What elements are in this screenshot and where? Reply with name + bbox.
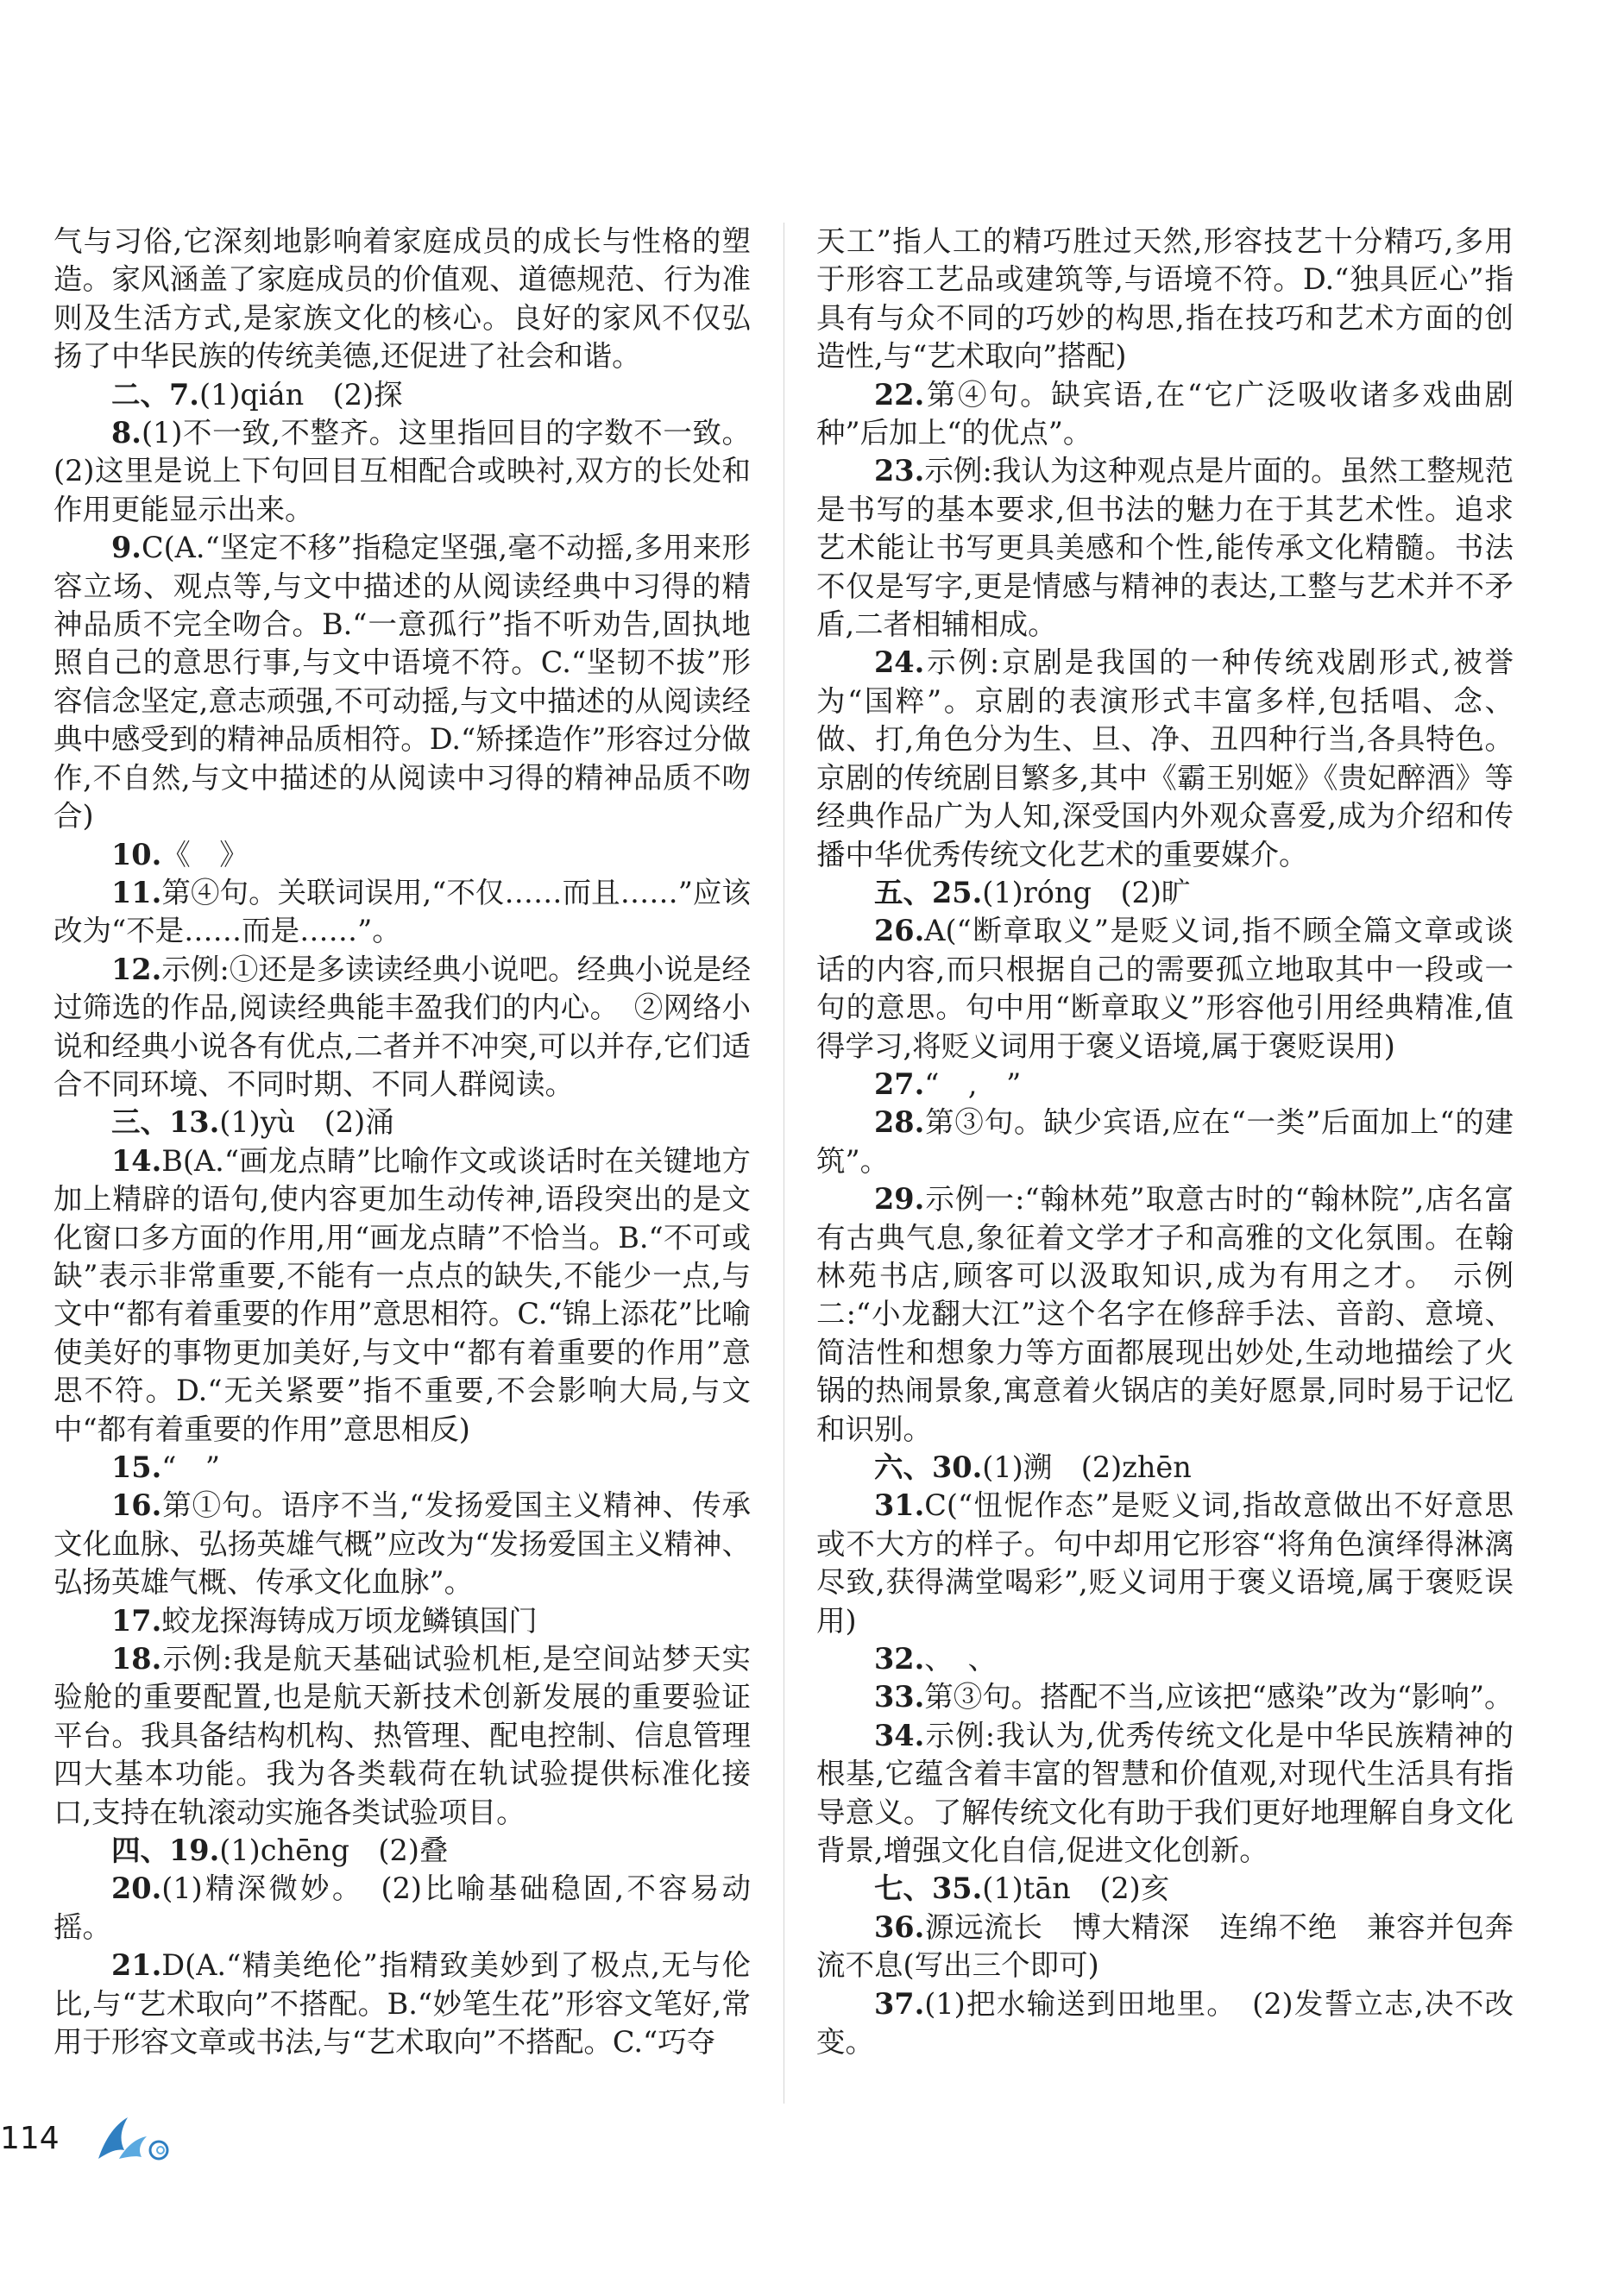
- left-column: [54, 223, 751, 2062]
- right-answer-paragraph: [816, 1870, 1514, 1908]
- right-answer-paragraph: [816, 1180, 1514, 1449]
- question-number: 28.: [874, 1105, 925, 1140]
- question-number: 五、25.: [874, 875, 983, 909]
- left-answer-paragraph: [54, 1142, 751, 1449]
- answer-text: 天工”指人工的精巧胜过天然,形容技艺十分精巧,多用于形容工艺品或建筑等,与语境不符。D.“独具匠心”指具有与众不同的巧妙的构思,指在技巧和艺术方面的创造性,与“艺术取向”搭配): [816, 224, 1514, 374]
- left-answer-paragraph: [54, 1947, 751, 2061]
- answer-text: 第①句。语序不当,“发扬爱国主义精神、传承文化血脉、弘扬英雄气概”应改为“发扬爱国主义精神、弘扬英雄气概、传承文化血脉”。: [54, 1488, 751, 1600]
- question-number: 37.: [874, 1986, 925, 2021]
- question-number: 24.: [874, 645, 925, 680]
- right-answer-paragraph: [816, 1104, 1514, 1180]
- question-number: 16.: [111, 1488, 162, 1523]
- answer-text: A(“断章取义”是贬义词,指不顾全篇文章或谈话的内容,而只根据自己的需要孤立地取其中一段或一句的意思。句中用“断章取义”形容他引用经典精准,值得学习,将贬义词用于褒义语境,属于褒贬误用): [816, 914, 1514, 1063]
- answer-text: (1)把水输送到田地里。 (2)发誓立志,决不改变。: [816, 1986, 1514, 2060]
- answer-text: “ , ”: [924, 1066, 1022, 1101]
- answer-text: 源远流长 博大精深 连绵不绝 兼容并包奔流不息(写出三个即可): [816, 1909, 1514, 1983]
- left-answer-paragraph: [54, 529, 751, 835]
- answer-text: 第③句。搭配不当,应该把“感染”改为“影响”。: [924, 1680, 1514, 1714]
- question-number: 17.: [111, 1603, 162, 1638]
- question-number: 18.: [111, 1642, 162, 1676]
- answer-text: 第④句。缺宾语,在“它广泛吸收诸多戏曲剧种”后加上“的优点”。: [816, 377, 1514, 450]
- question-number: 10.: [111, 837, 162, 871]
- question-number: 12.: [111, 952, 162, 986]
- left-answer-paragraph: [54, 1832, 751, 1870]
- answer-text: 示例:我是航天基础试验机柜,是空间站梦天实验舱的重要配置,也是航天新技术创新发展的重要验证平台。我具备结构机构、热管理、配电控制、信息管理四大基本功能。我为各类载荷在轨试验提供标准化接口,支持在轨滚动实施各类试验项目。: [54, 1642, 751, 1829]
- answer-text: (1)chēng (2)叠: [219, 1834, 449, 1868]
- left-answer-paragraph: [54, 951, 751, 1104]
- question-number: 34.: [874, 1718, 925, 1752]
- answer-text: (1)qián (2)探: [198, 377, 403, 412]
- left-answer-paragraph: [54, 1870, 751, 1947]
- answer-text: (1)yù (2)涌: [219, 1105, 394, 1140]
- question-number: 20.: [111, 1871, 162, 1906]
- wave-swirl-logo-icon: [93, 2112, 176, 2167]
- right-answer-paragraph: [816, 874, 1514, 912]
- question-number: 二、7.: [111, 377, 199, 412]
- question-number: 15.: [111, 1450, 162, 1484]
- answer-text: 示例:我认为,优秀传统文化是中华民族精神的根基,它蕴含着丰富的智慧和价值观,对现代生活具有指导意义。了解传统文化有助于我们更好地理解自身文化背景,增强文化自信,促进文化创新。: [816, 1718, 1514, 1868]
- question-number: 9.: [111, 531, 142, 565]
- question-number: 26.: [874, 914, 925, 948]
- answer-text: 示例:①还是多读读经典小说吧。经典小说是经过筛选的作品,阅读经典能丰盈我们的内心。 ②网络小说和经典小说各有优点,二者并不冲突,可以并存,它们适合不同环境、不同时期、不同人群阅读。: [54, 952, 751, 1101]
- left-answer-paragraph: [54, 223, 751, 376]
- question-number: 32.: [874, 1642, 925, 1676]
- left-answer-paragraph: [54, 1449, 751, 1487]
- left-answer-paragraph: [54, 1602, 751, 1640]
- right-answer-paragraph: [816, 223, 1514, 376]
- right-answer-paragraph: [816, 1717, 1514, 1871]
- right-answer-paragraph: [816, 1640, 1514, 1678]
- left-answer-paragraph: [54, 1640, 751, 1832]
- question-number: 23.: [874, 454, 925, 488]
- right-answer-paragraph: [816, 1909, 1514, 1985]
- question-number: 11.: [111, 875, 162, 909]
- right-answer-paragraph: [816, 912, 1514, 1066]
- right-answer-paragraph: [816, 1449, 1514, 1487]
- answer-text: 第③句。缺少宾语,应在“一类”后面加上“的建筑”。: [816, 1105, 1514, 1178]
- question-number: 8.: [111, 416, 142, 450]
- question-number: 21.: [111, 1948, 162, 1983]
- question-number: 27.: [874, 1066, 925, 1101]
- question-number: 六、30.: [874, 1450, 983, 1484]
- left-answer-paragraph: [54, 376, 751, 414]
- answer-text: 气与习俗,它深刻地影响着家庭成员的成长与性格的塑造。家风涵盖了家庭成员的价值观、道德规范、行为准则及生活方式,是家族文化的核心。良好的家风不仅弘扬了中华民族的传统美德,还促进了社会和谐。: [54, 224, 751, 374]
- question-number: 36.: [874, 1909, 925, 1944]
- answer-text: (1)tān (2)亥: [982, 1871, 1170, 1906]
- answer-text: C(“忸怩作态”是贬义词,指故意做出不好意思或不大方的样子。句中却用它形容“将角色演绎得淋漓尽致,获得满堂喝彩”,贬义词用于褒义语境,属于褒贬误用): [816, 1488, 1514, 1638]
- answer-text: (1)róng (2)旷: [982, 875, 1191, 909]
- answer-text: 示例:我认为这种观点是片面的。虽然工整规范是书写的基本要求,但书法的魅力在于其艺术性。追求艺术能让书写更具美感和个性,能传承文化精髓。书法不仅是写字,更是情感与精神的表达,工整与艺术并不矛盾,二者相辅相成。: [816, 454, 1514, 642]
- right-answer-paragraph: [816, 376, 1514, 453]
- answer-text: 《 》: [161, 837, 249, 871]
- question-number: 四、19.: [111, 1834, 220, 1868]
- answer-text: (1)不一致,不整齐。这里指回目的字数不一致。(2)这里是说上下句回目互相配合或映衬,双方的长处和作用更能显示出来。: [54, 416, 751, 526]
- right-answer-paragraph: [816, 1487, 1514, 1640]
- page-number: 114: [0, 2121, 60, 2156]
- answer-text: 示例:京剧是我国的一种传统戏剧形式,被誉为“国粹”。京剧的表演形式丰富多样,包括唱、念、做、打,角色分为生、旦、净、丑四种行当,各具特色。京剧的传统剧目繁多,其中《霸王别姬》《贵妃醉酒》等经典作品广为人知,深受国内外观众喜爱,成为介绍和传播中华优秀传统文化艺术的重要媒介。: [816, 645, 1514, 871]
- question-number: 14.: [111, 1143, 162, 1178]
- answer-text: (1)溯 (2)zhēn: [982, 1450, 1192, 1484]
- right-column: [816, 223, 1514, 2062]
- right-answer-paragraph: [816, 452, 1514, 644]
- answer-text: 示例一:“翰林苑”取意古时的“翰林院”,店名富有古典气息,象征着文学才子和高雅的文化氛围。在翰林苑书店,顾客可以汲取知识,成为有用之才。 示例二:“小龙翻大江”这个名字在修辞手法、音韵、意境、简洁性和想象力等方面都展现出妙处,生动地描绘了火锅的热闹景象,寓意着火锅店的美好愿景,同时易于记忆和识别。: [816, 1182, 1514, 1446]
- question-number: 31.: [874, 1488, 925, 1523]
- left-answer-paragraph: [54, 836, 751, 874]
- left-answer-paragraph: [54, 414, 751, 529]
- question-number: 33.: [874, 1680, 925, 1714]
- right-answer-paragraph: [816, 1678, 1514, 1716]
- question-number: 三、13.: [111, 1105, 220, 1140]
- answer-text: C(A.“坚定不移”指稳定坚强,毫不动摇,多用来形容立场、观点等,与文中描述的从阅读经典中习得的精神品质不完全吻合。B.“一意孤行”指不听劝告,固执地照自己的意思行事,与文中语境不符。C.“坚韧不拔”形容信念坚定,意志顽强,不可动摇,与文中描述的从阅读经典中感受到的精神品质相符。D.“矫揉造作”形容过分做作,不自然,与文中描述的从阅读中习得的精神品质不吻合): [54, 531, 751, 833]
- left-answer-paragraph: [54, 1104, 751, 1142]
- answer-text: 第④句。关联词误用,“不仅……而且……”应该改为“不是……而是……”。: [54, 875, 751, 948]
- question-number: 29.: [874, 1182, 925, 1217]
- answer-text: “ ”: [161, 1450, 221, 1484]
- question-number: 七、35.: [874, 1871, 983, 1906]
- left-answer-paragraph: [54, 874, 751, 951]
- question-number: 22.: [874, 377, 925, 412]
- answer-text: 、 、: [924, 1642, 998, 1676]
- right-answer-paragraph: [816, 1985, 1514, 2062]
- answer-text: B(A.“画龙点睛”比喻作文或谈话时在关键地方加上精辟的语句,使内容更加生动传神,语段突出的是文化窗口多方面的作用,用“画龙点睛”不恰当。B.“不可或缺”表示非常重要,不能有一点点的缺失,不能少一点,与文中“都有着重要的作用”意思相符。C.“锦上添花”比喻使美好的事物更加美好,与文中“都有着重要的作用”意思不符。D.“无关紧要”指不重要,不会影响大局,与文中“都有着重要的作用”意思相反): [54, 1143, 751, 1446]
- right-answer-paragraph: [816, 644, 1514, 873]
- answer-text: (1)精深微妙。 (2)比喻基础稳固,不容易动摇。: [54, 1871, 751, 1944]
- answer-text: D(A.“精美绝伦”指精致美妙到了极点,无与伦比,与“艺术取向”不搭配。B.“妙笔生花”形容文笔好,常用于形容文章或书法,与“艺术取向”不搭配。C.“巧夺: [54, 1948, 751, 2060]
- left-answer-paragraph: [54, 1487, 751, 1601]
- right-answer-paragraph: [816, 1066, 1514, 1104]
- answer-text: 蛟龙探海铸成万顷龙鳞镇国门: [161, 1603, 538, 1638]
